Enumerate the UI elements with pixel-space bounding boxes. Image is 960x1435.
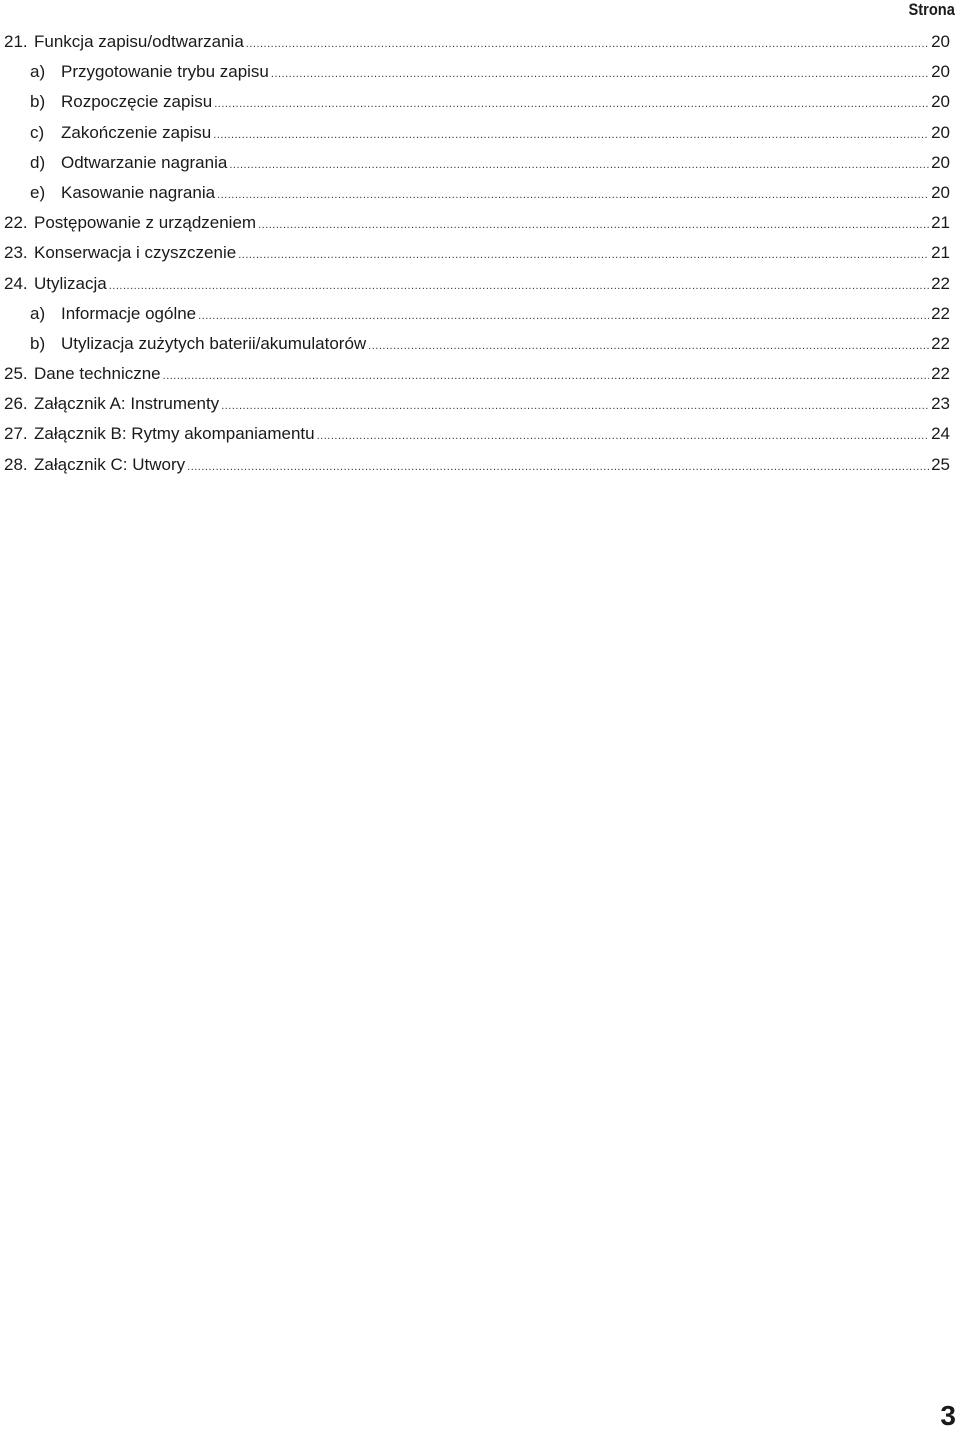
- toc-entry-label: Dane techniczne: [34, 364, 161, 384]
- toc-entry-label: Utylizacja: [34, 273, 107, 293]
- toc-entry-page: 24: [931, 424, 950, 444]
- dot-leader: [109, 274, 929, 298]
- toc-entry-label: Przygotowanie trybu zapisu: [61, 62, 269, 82]
- toc-entry-number: 22.: [4, 213, 28, 233]
- toc-entry-number: 21.: [4, 32, 28, 51]
- toc-entry-label: Załącznik A: Instrumenty: [34, 394, 220, 414]
- toc-entry-27[interactable]: [4, 422, 950, 452]
- toc-entry-21a[interactable]: [4, 60, 950, 90]
- toc-entry-number: a): [30, 303, 46, 323]
- toc-entry-page: 20: [931, 62, 950, 82]
- toc-entry-21e[interactable]: [4, 181, 950, 211]
- toc-entry-label: Kasowanie nagrania: [61, 182, 216, 202]
- toc-entry-23[interactable]: [4, 241, 950, 271]
- toc-entry-21b[interactable]: [4, 90, 950, 120]
- dot-leader: [368, 334, 929, 358]
- dot-leader: [238, 243, 929, 267]
- toc-entry-page: 21: [931, 243, 950, 263]
- dot-leader: [217, 183, 929, 207]
- toc-entry-label: Zakończenie zapisu: [61, 122, 212, 142]
- toc-entry-21[interactable]: [4, 30, 950, 60]
- toc-entry-21c[interactable]: [4, 121, 950, 151]
- dot-leader: [213, 123, 929, 147]
- toc-entry-label: Załącznik B: Rytmy akompaniamentu: [34, 424, 315, 444]
- toc-entry-page: 20: [931, 92, 950, 112]
- dot-leader: [271, 62, 929, 86]
- toc-entry-label: Odtwarzanie nagrania: [61, 152, 228, 172]
- toc-entry-24[interactable]: [4, 272, 950, 302]
- toc-entry-24a[interactable]: [4, 302, 950, 332]
- toc-entry-page: 20: [931, 122, 950, 142]
- dot-leader: [246, 32, 929, 56]
- toc-entry-number: a): [30, 62, 46, 82]
- toc-entry-21d[interactable]: [4, 151, 950, 181]
- table-of-contents: [4, 30, 950, 483]
- dot-leader: [258, 213, 929, 237]
- toc-entry-22[interactable]: [4, 211, 950, 241]
- toc-entry-page: 21: [931, 213, 950, 233]
- page-column-header: Strona: [908, 0, 955, 19]
- dot-leader: [214, 92, 929, 116]
- toc-entry-number: 23.: [4, 243, 28, 263]
- toc-entry-page: 20: [931, 182, 950, 202]
- toc-entry-number: 28.: [4, 454, 28, 474]
- toc-entry-page: 20: [931, 152, 950, 172]
- toc-entry-page: 22: [931, 303, 950, 323]
- toc-entry-label: Załącznik C: Utwory: [34, 454, 186, 474]
- toc-entry-28[interactable]: [4, 453, 950, 483]
- toc-entry-page: 20: [931, 32, 950, 51]
- toc-entry-number: 26.: [4, 394, 28, 414]
- page-number: 3: [940, 1400, 956, 1431]
- dot-leader: [163, 364, 929, 388]
- toc-entry-label: Postępowanie z urządzeniem: [34, 213, 257, 233]
- toc-entry-number: d): [30, 152, 46, 172]
- dot-leader: [187, 455, 929, 479]
- toc-entry-label: Utylizacja zużytych baterii/akumulatorów: [61, 333, 367, 353]
- dot-leader: [229, 153, 929, 177]
- toc-entry-number: c): [30, 122, 45, 142]
- toc-entry-label: Informacje ogólne: [61, 303, 197, 323]
- dot-leader: [221, 394, 929, 418]
- toc-entry-label: Funkcja zapisu/odtwarzania: [34, 32, 244, 51]
- toc-entry-number: b): [30, 333, 46, 353]
- toc-entry-number: b): [30, 92, 46, 112]
- toc-entry-number: 25.: [4, 364, 28, 384]
- toc-entry-page: 25: [931, 454, 950, 474]
- toc-entry-page: 22: [931, 364, 950, 384]
- toc-entry-26[interactable]: [4, 392, 950, 422]
- toc-entry-25[interactable]: [4, 362, 950, 392]
- toc-entry-label: Konserwacja i czyszczenie: [34, 243, 237, 263]
- toc-entry-number: 27.: [4, 424, 28, 444]
- toc-entry-number: 24.: [4, 273, 28, 293]
- toc-entry-number: e): [30, 182, 46, 202]
- dot-leader: [198, 304, 929, 328]
- dot-leader: [317, 424, 929, 448]
- toc-entry-page: 22: [931, 273, 950, 293]
- toc-entry-page: 23: [931, 394, 950, 414]
- toc-entry-24b[interactable]: [4, 332, 950, 362]
- toc-entry-label: Rozpoczęcie zapisu: [61, 92, 213, 112]
- toc-entry-page: 22: [931, 333, 950, 353]
